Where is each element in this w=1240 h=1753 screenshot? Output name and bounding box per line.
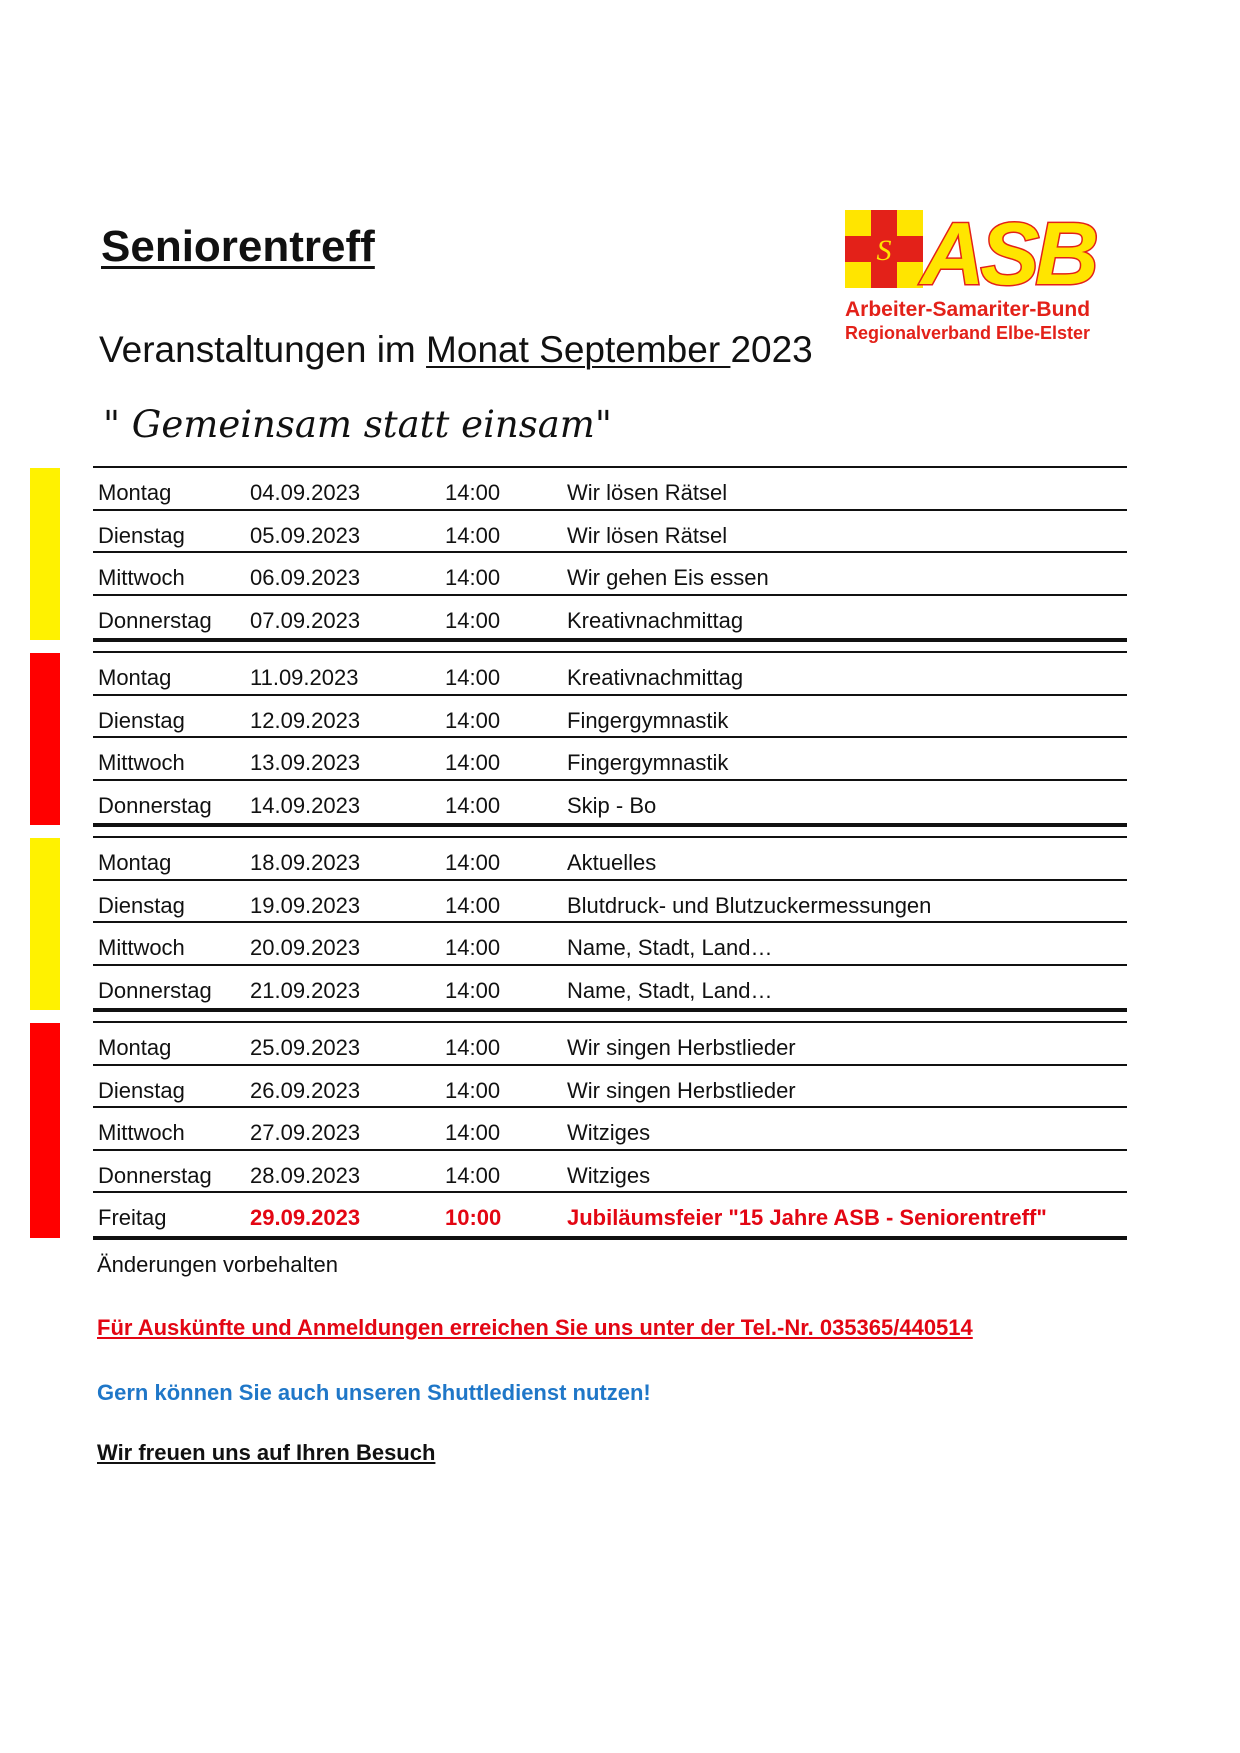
event-cell: Witziges bbox=[567, 1120, 651, 1145]
svg-text:S: S bbox=[876, 234, 892, 267]
subtitle-month: Monat September bbox=[426, 329, 731, 370]
time-cell: 14:00 bbox=[445, 665, 501, 690]
date-cell: 11.09.2023 bbox=[250, 665, 359, 690]
time-cell: 14:00 bbox=[445, 522, 501, 548]
date-cell: 18.09.2023 bbox=[250, 850, 361, 875]
time-cell: 14:00 bbox=[445, 1120, 501, 1145]
event-cell: Wir lösen Rätsel bbox=[567, 522, 728, 548]
weekday-cell: Dienstag bbox=[98, 1077, 185, 1103]
subtitle-year: 2023 bbox=[730, 329, 813, 370]
contact-info: Für Auskünfte und Anmeldungen erreichen Sie uns unter der Tel.-Nr. 035365/440514 bbox=[97, 1315, 973, 1340]
time-cell: 14:00 bbox=[445, 977, 501, 1003]
date-cell: 05.09.2023 bbox=[250, 522, 361, 548]
date-cell: 25.09.2023 bbox=[250, 1035, 361, 1060]
event-cell: Kreativnachmittag bbox=[567, 665, 744, 690]
week-color-bar bbox=[30, 653, 60, 825]
event-cell: Name, Stadt, Land… bbox=[567, 977, 773, 1003]
time-cell: 14:00 bbox=[445, 792, 501, 818]
table-row bbox=[93, 838, 1127, 881]
weekday-cell: Donnerstag bbox=[98, 792, 212, 818]
samaritan-cross-icon bbox=[845, 210, 923, 288]
table-row bbox=[93, 1151, 1127, 1194]
svg-text:ASB: ASB bbox=[921, 210, 1095, 290]
week-color-bar bbox=[30, 1023, 60, 1238]
date-cell: 12.09.2023 bbox=[250, 707, 361, 733]
week-block bbox=[93, 836, 1127, 1012]
date-cell: 06.09.2023 bbox=[250, 565, 361, 590]
table-row bbox=[93, 468, 1127, 511]
logo-region-name: Regionalverband Elbe-Elster bbox=[845, 323, 1091, 343]
date-cell: 28.09.2023 bbox=[250, 1162, 361, 1188]
event-cell: Kreativnachmittag bbox=[567, 607, 744, 633]
time-cell: 14:00 bbox=[445, 1035, 501, 1060]
weekday-cell: Montag bbox=[98, 480, 172, 505]
event-cell: Name, Stadt, Land… bbox=[567, 935, 773, 960]
date-cell: 19.09.2023 bbox=[250, 892, 361, 918]
table-row bbox=[93, 511, 1127, 554]
weekday-cell: Mittwoch bbox=[98, 565, 185, 590]
event-cell: Blutdruck- und Blutzuckermessungen bbox=[567, 892, 932, 918]
weekday-cell: Dienstag bbox=[98, 522, 185, 548]
event-cell: Wir lösen Rätsel bbox=[567, 480, 728, 505]
time-cell: 14:00 bbox=[445, 850, 501, 875]
week-block bbox=[93, 651, 1127, 827]
week-color-bar bbox=[30, 838, 60, 1010]
table-row bbox=[93, 553, 1127, 596]
weekday-cell: Montag bbox=[98, 1035, 172, 1060]
date-cell: 20.09.2023 bbox=[250, 935, 361, 960]
date-cell: 27.09.2023 bbox=[250, 1120, 361, 1145]
table-row bbox=[93, 781, 1127, 824]
table-row bbox=[93, 696, 1127, 739]
time-cell: 14:00 bbox=[445, 565, 501, 590]
weekday-cell: Mittwoch bbox=[98, 1120, 185, 1145]
weekday-cell: Mittwoch bbox=[98, 935, 185, 960]
table-row bbox=[93, 923, 1127, 966]
table-row bbox=[93, 596, 1127, 639]
time-cell: 14:00 bbox=[445, 1162, 501, 1188]
weekday-cell: Dienstag bbox=[98, 707, 185, 733]
date-cell: 07.09.2023 bbox=[250, 607, 361, 633]
table-row bbox=[93, 1193, 1127, 1236]
time-cell: 14:00 bbox=[445, 480, 501, 505]
time-cell: 14:00 bbox=[445, 892, 501, 918]
table-row bbox=[93, 1023, 1127, 1066]
time-cell: 14:00 bbox=[445, 1077, 501, 1103]
shuttle-info: Gern können Sie auch unseren Shuttledienst nutzen! bbox=[97, 1380, 651, 1405]
week-color-bar bbox=[30, 468, 60, 640]
page-title: Seniorentreff bbox=[101, 222, 375, 271]
date-cell: 04.09.2023 bbox=[250, 480, 361, 505]
weekday-cell: Montag bbox=[98, 850, 172, 875]
table-row bbox=[93, 653, 1127, 696]
event-cell: Fingergymnastik bbox=[567, 750, 729, 775]
week-color-bars bbox=[30, 0, 60, 1753]
weekday-cell: Dienstag bbox=[98, 892, 185, 918]
logo-organisation-name: Arbeiter-Samariter-Bund bbox=[845, 298, 1091, 321]
subtitle-prefix: Veranstaltungen im bbox=[99, 329, 427, 370]
time-cell: 14:00 bbox=[445, 750, 501, 775]
event-schedule bbox=[93, 466, 1127, 1240]
weekday-cell: Donnerstag bbox=[98, 977, 212, 1003]
week-block bbox=[93, 466, 1127, 642]
closing-text: Wir freuen uns auf Ihren Besuch bbox=[97, 1440, 436, 1465]
notes: Änderungen vorbehalten bbox=[97, 1252, 338, 1277]
table-row bbox=[93, 738, 1127, 781]
weekday-cell: Freitag bbox=[98, 1205, 167, 1230]
time-cell: 14:00 bbox=[445, 707, 501, 733]
asb-logo bbox=[845, 210, 1115, 345]
event-cell: Witziges bbox=[567, 1162, 651, 1188]
event-cell: Wir gehen Eis essen bbox=[567, 565, 769, 590]
time-cell: 10:00 bbox=[445, 1205, 502, 1230]
motto: " Gemeinsam statt einsam" bbox=[103, 403, 612, 446]
weekday-cell: Mittwoch bbox=[98, 750, 185, 775]
date-cell: 29.09.2023 bbox=[250, 1205, 361, 1230]
event-cell: Jubiläumsfeier "15 Jahre ASB - Seniorentreff" bbox=[567, 1205, 1047, 1230]
subtitle bbox=[99, 329, 813, 371]
event-cell: Wir singen Herbstlieder bbox=[567, 1035, 796, 1060]
weekday-cell: Donnerstag bbox=[98, 1162, 212, 1188]
table-row bbox=[93, 1066, 1127, 1109]
table-row bbox=[93, 966, 1127, 1009]
table-row bbox=[93, 881, 1127, 924]
date-cell: 26.09.2023 bbox=[250, 1077, 361, 1103]
weekday-cell: Donnerstag bbox=[98, 607, 212, 633]
week-block bbox=[93, 1021, 1127, 1240]
event-cell: Skip - Bo bbox=[567, 792, 657, 818]
event-cell: Aktuelles bbox=[567, 850, 657, 875]
date-cell: 21.09.2023 bbox=[250, 977, 361, 1003]
weekday-cell: Montag bbox=[98, 665, 172, 690]
date-cell: 14.09.2023 bbox=[250, 792, 361, 818]
time-cell: 14:00 bbox=[445, 607, 501, 633]
asb-logo-mark bbox=[845, 210, 1115, 290]
event-cell: Wir singen Herbstlieder bbox=[567, 1077, 796, 1103]
date-cell: 13.09.2023 bbox=[250, 750, 361, 775]
table-row bbox=[93, 1108, 1127, 1151]
time-cell: 14:00 bbox=[445, 935, 501, 960]
event-cell: Fingergymnastik bbox=[567, 707, 729, 733]
